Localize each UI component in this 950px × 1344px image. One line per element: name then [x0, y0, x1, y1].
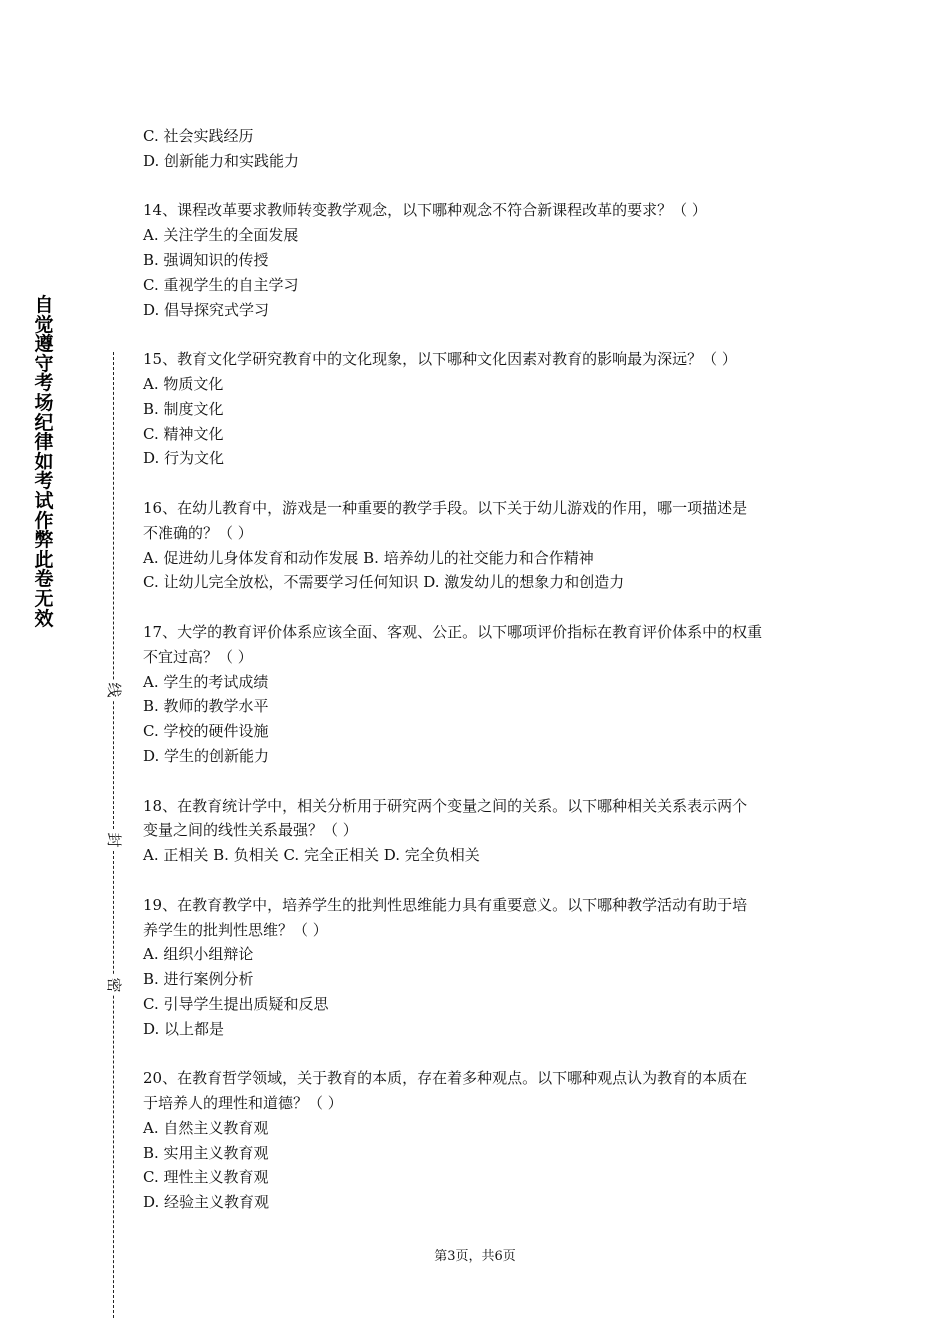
question-stem-line: 20、在教育哲学领域，关于教育的本质，存在着多种观点。以下哪种观点认为教育的本质在: [143, 1069, 748, 1088]
question-block: [143, 1066, 813, 1215]
question-text-line: A. 自然主义教育观: [143, 1118, 269, 1137]
question-text-line: 变量之间的线性关系最强？（ ）: [143, 821, 358, 840]
question-list: [143, 124, 813, 1240]
question-text-line: C. 理性主义教育观: [143, 1168, 269, 1187]
question-text-line: 养学生的批判性思维？（ ）: [143, 920, 328, 939]
question-text-line: C. 精神文化: [143, 424, 224, 443]
question-block: [143, 496, 813, 595]
binding-mark-xian: 线: [104, 680, 124, 700]
question-text-line: A. 物质文化: [143, 374, 224, 393]
question-text-line: A. 组织小组辩论: [143, 945, 254, 964]
question-text-line: C. 学校的硬件设施: [143, 722, 269, 741]
question-text-line: D. 倡导探究式学习: [143, 300, 270, 319]
question-block: [143, 893, 813, 1042]
question-text-line: B. 制度文化: [143, 399, 224, 418]
question-stem-line: 15、教育文化学研究教育中的文化现象，以下哪种文化因素对教育的影响最为深远？（ ）: [143, 350, 737, 369]
question-text-line: D. 学生的创新能力: [143, 746, 270, 765]
question-text-line: 不宜过高？（ ）: [143, 647, 253, 666]
binding-mark-mi: 密: [104, 975, 124, 995]
question-text-line: A. 正相关 B. 负相关 C. 完全正相关 D. 完全负相关: [143, 846, 480, 865]
question-text-line: B. 教师的教学水平: [143, 697, 269, 716]
question-text-line: 于培养人的理性和道德？（ ）: [143, 1094, 343, 1113]
question-text-line: C. 引导学生提出质疑和反思: [143, 994, 329, 1013]
question-block: [143, 198, 813, 322]
question-text-line: C. 社会实践经历: [143, 127, 254, 145]
question-stem-line: 18、在教育统计学中，相关分析用于研究两个变量之间的关系。以下哪种相关关系表示两个: [143, 796, 748, 815]
question-text-line: A. 学生的考试成绩: [143, 672, 269, 691]
question-text-line: D. 行为文化: [143, 449, 225, 468]
question-text-line: B. 强调知识的传授: [143, 250, 269, 269]
question-block: [143, 347, 813, 471]
question-text-line: D. 以上都是: [143, 1019, 225, 1038]
question-text-line: C. 让幼儿完全放松，不需要学习任何知识 D. 激发幼儿的想象力和创造力: [143, 573, 625, 592]
question-block: [143, 124, 813, 174]
question-text-line: B. 实用主义教育观: [143, 1143, 269, 1162]
question-text-line: C. 重视学生的自主学习: [143, 275, 299, 294]
question-block: [143, 794, 813, 868]
question-text-line: A. 促进幼儿身体发育和动作发展 B. 培养幼儿的社交能力和合作精神: [143, 548, 594, 567]
binding-mark-feng: 封: [104, 830, 124, 850]
page-number: 第3页，共6页: [434, 1249, 516, 1264]
question-text-line: A. 关注学生的全面发展: [143, 226, 299, 245]
question-text-line: D. 创新能力和实践能力: [143, 151, 300, 170]
question-block: [143, 620, 813, 769]
question-text-line: B. 进行案例分析: [143, 970, 254, 989]
question-stem-line: 19、在教育教学中，培养学生的批判性思维能力具有重要意义。以下哪种教学活动有助于培: [143, 895, 748, 914]
question-stem-line: 17、大学的教育评价体系应该全面、客观、公正。以下哪项评价指标在教育评价体系中的权重: [143, 622, 763, 641]
question-text-line: D. 经验主义教育观: [143, 1193, 270, 1212]
question-text-line: 不准确的？（ ）: [143, 523, 253, 542]
exam-discipline-notice: 自觉遵守考场纪律如考试作弊此卷无效: [34, 294, 54, 630]
question-stem-line: 14、课程改革要求教师转变教学观念，以下哪种观念不符合新课程改革的要求？（ ）: [143, 201, 707, 220]
question-stem-line: 16、在幼儿教育中，游戏是一种重要的教学手段。以下关于幼儿游戏的作用，哪一项描述是: [143, 498, 748, 517]
